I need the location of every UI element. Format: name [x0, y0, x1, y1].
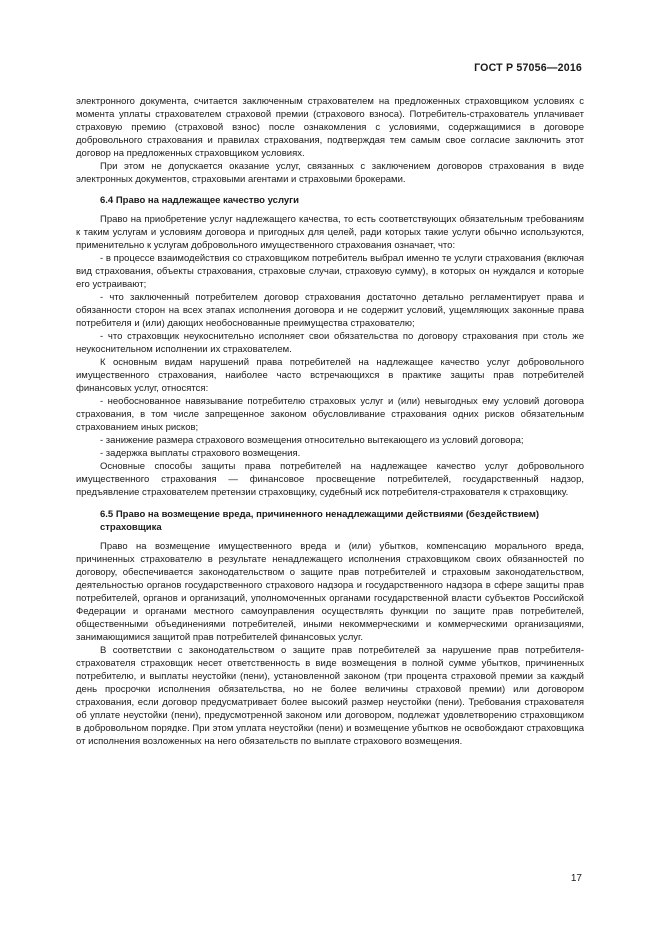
paragraph: При этом не допускается оказание услуг, связанных с заключением договоров страхования в виде электронных документов, страховыми агентами и страховыми брокерами.	[76, 161, 584, 185]
paragraph: - задержка выплаты страхового возмещения.	[100, 448, 301, 459]
paragraph: Основные способы защиты права потребителей на надлежащее качество услуг добровольного имущественного страхования — финансовое просвещение потребителей, государственный надзор, предъявление страхователем претензии страховщику, судебный иск потребителя-страхователя к страховщику.	[76, 461, 584, 498]
paragraph: К основным видам нарушений права потребителей на надлежащее качество услуг добровольного имущественного страхования, наиболее часто встречающихся в практике защиты прав потребителей финансовых услуг, относятся:	[76, 357, 584, 394]
standard-number: ГОСТ Р 57056—2016	[474, 62, 582, 74]
paragraph: Право на возмещение имущественного вреда и (или) убытков, компенсацию морального вреда, причиненных страхователю в результате ненадлежащего исполнения страховщиком своих обязанностей по договору, обеспечивается законодательством о защите прав потребителей и страховым законодательством, деятельностью органов государственного страхового надзора и государственного надзора в сфере защиты прав потребителей, органов и организаций, уполномоченных органами государственной власти субъектов Российской Федерации и органами местного самоуправления осуществлять функции по защите прав потребителей, общественными объединениями потребителей, иными некоммерческими и коммерческими организациями, занимающимися защитой прав потребителей финансовых услуг.	[76, 541, 584, 643]
section-heading: 6.5 Право на возмещение вреда, причиненного ненадлежащими действиями (бездействием) страховщика	[100, 509, 540, 533]
paragraph: - занижение размера страхового возмещения относительно вытекающего из условий договора;	[100, 435, 524, 446]
paragraph: электронного документа, считается заключенным страхователем на предложенных страховщиком условиях с момента уплаты страхователем страховой премии (страхового взноса). Потребитель-страхователь уплачивает страховую премию (страховой взнос) после ознакомления с условиями, содержащимися в договоре добровольного страхования и правилах страхования, подтверждая тем самым свое согласие заключить этот договор на предложенных страховщиком условиях.	[76, 96, 584, 159]
paragraph: В соответствии с законодательством о защите прав потребителей за нарушение прав потребителя-страхователя страховщик несет ответственность в виде возмещения в полной сумме убытков, причиненных потребителю, и выплаты неустойки (пени), установленной законом (три процента страховой премии за каждый день просрочки исполнения обязательства, но не более величины страховой премии) или договором страхования, если договор предусматривает более высокий размер неустойки (пени). Требования страхователя об уплате неустойки (пени), предусмотренной законом или договором, подлежат удовлетворению страховщиком в добровольном порядке. При этом уплата неустойки (пени) и возмещение убытков не освобождают страховщика от исполнения возложенных на него обязательств по выплате страхового возмещения.	[76, 645, 584, 747]
page-number: 17	[570, 873, 582, 884]
document-body	[76, 95, 584, 748]
paragraph: - в процессе взаимодействия со страховщиком потребитель выбрал именно те услуги страхования (включая вид страхования, объекты страхования, страховые случаи, страховую сумму), в которых он нуждался и которые его устраивают;	[76, 253, 584, 290]
paragraph: Право на приобретение услуг надлежащего качества, то есть соответствующих обязательным требованиям к таким услугам и условиям договора и пригодных для целей, ради которых такие услуги обычно используются, применительно к услугам добровольного имущественного страхования означает, что:	[76, 214, 584, 251]
paragraph: - что страховщик неукоснительно исполняет свои обязательства по договору страхования при столь же неукоснительном исполнении их страхователем.	[76, 331, 584, 355]
paragraph: - что заключенный потребителем договор страхования достаточно детально регламентирует права и обязанности сторон на всех этапах исполнения договора и не содержит условий, ущемляющих законные права потребителя и (или) дающих необоснованные преимущества страхователю;	[76, 292, 584, 329]
paragraph: - необоснованное навязывание потребителю страховых услуг и (или) невыгодных ему условий договора страхования, в том числе запрещенное законом обусловливание страхования одних рисков обязательным страхованием иных рисков;	[76, 396, 584, 433]
section-heading: 6.4 Право на надлежащее качество услуги	[100, 195, 299, 206]
